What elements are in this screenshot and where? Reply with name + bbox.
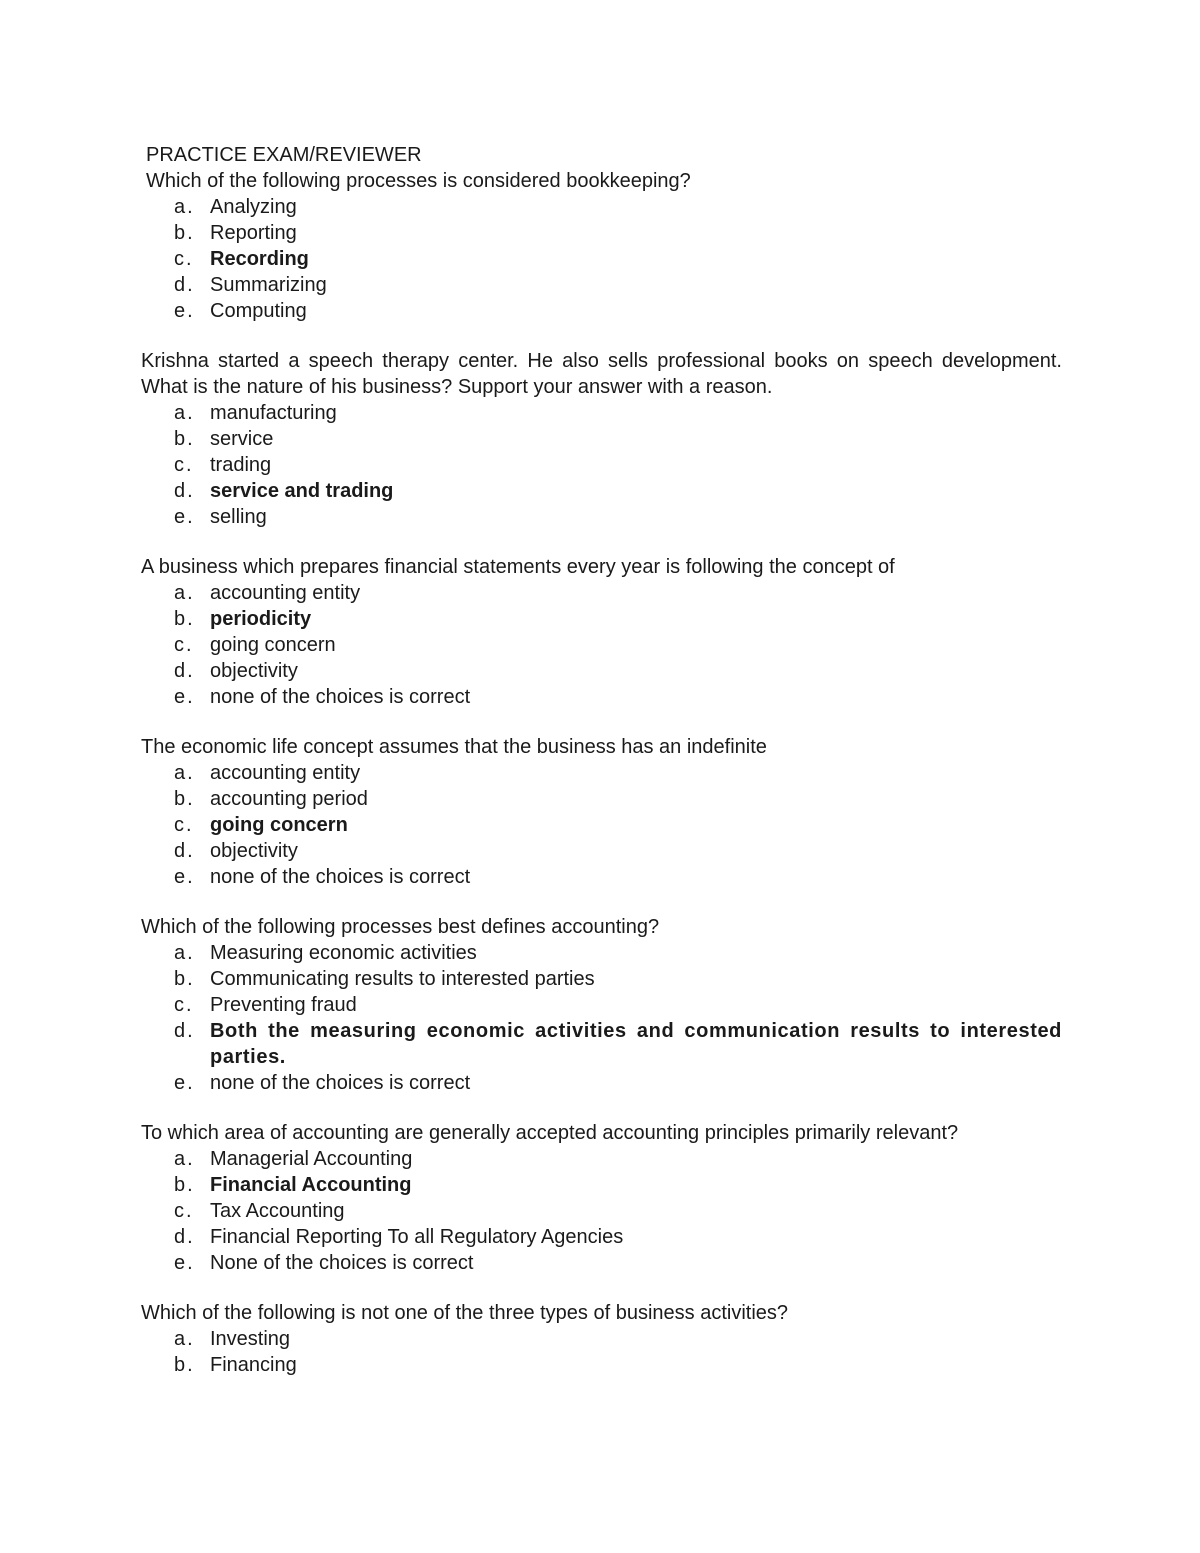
question <box>141 734 1062 890</box>
option-list <box>141 194 1062 324</box>
question-spacer <box>141 324 1062 348</box>
answer-option-correct <box>141 246 1062 272</box>
option-text: selling <box>210 506 267 528</box>
answer-option <box>141 580 1062 606</box>
option-letter: c. <box>174 814 194 836</box>
option-list <box>141 580 1062 710</box>
option-letter: b. <box>174 1354 195 1376</box>
option-text: None of the choices is correct <box>210 1252 474 1274</box>
question-spacer <box>141 890 1062 914</box>
option-list <box>141 400 1062 530</box>
question-stem: Which of the following processes best defines accounting? <box>141 916 660 938</box>
option-letter: c. <box>174 248 194 270</box>
option-text: none of the choices is correct <box>210 866 471 888</box>
option-letter: a. <box>174 762 195 784</box>
answer-option <box>141 1352 1062 1378</box>
option-letter: a. <box>174 942 195 964</box>
option-text: Measuring economic activities <box>210 942 477 964</box>
option-letter: b. <box>174 1174 195 1196</box>
option-text: Financial Reporting To all Regulatory Agencies <box>210 1226 624 1248</box>
answer-option <box>141 684 1062 710</box>
question-stem: To which area of accounting are generally accepted accounting principles primarily relevant? <box>141 1122 959 1144</box>
question <box>141 1300 1062 1378</box>
answer-option-correct <box>141 812 1062 838</box>
question <box>141 914 1062 1096</box>
option-letter: d. <box>174 1020 195 1042</box>
answer-option <box>141 992 1062 1018</box>
option-letter: e. <box>174 1252 195 1274</box>
answer-option <box>141 504 1062 530</box>
answer-option <box>141 272 1062 298</box>
option-text: none of the choices is correct <box>210 1072 471 1094</box>
question-stem: Krishna started a speech therapy center. He also sells professional books on speech development. What is the nature of his business? Support your answer with a reason. <box>141 350 1062 398</box>
option-text: service and trading <box>210 480 394 502</box>
option-text: accounting entity <box>210 582 361 604</box>
answer-option <box>141 632 1062 658</box>
option-letter: c. <box>174 634 194 656</box>
option-letter: b. <box>174 968 195 990</box>
option-text: objectivity <box>210 840 298 862</box>
option-text: Managerial Accounting <box>210 1148 413 1170</box>
option-letter: e. <box>174 866 195 888</box>
question <box>141 348 1062 530</box>
answer-option <box>141 426 1062 452</box>
option-letter: d. <box>174 1226 195 1248</box>
option-list <box>141 1146 1062 1276</box>
option-letter: d. <box>174 660 195 682</box>
answer-option <box>141 452 1062 478</box>
answer-option-correct <box>141 1018 1062 1070</box>
option-text: Investing <box>210 1328 291 1350</box>
option-text: Recording <box>210 248 309 270</box>
answer-option <box>141 1146 1062 1172</box>
option-letter: e. <box>174 686 195 708</box>
option-text: Financial Accounting <box>210 1174 412 1196</box>
document-title: PRACTICE EXAM/REVIEWER <box>146 144 422 166</box>
option-list <box>141 760 1062 890</box>
question-stem: The economic life concept assumes that the business has an indefinite <box>141 736 767 758</box>
option-text: going concern <box>210 634 336 656</box>
option-letter: b. <box>174 608 195 630</box>
question-spacer <box>141 1096 1062 1120</box>
option-text: Communicating results to interested parties <box>210 968 595 990</box>
option-text: trading <box>210 454 272 476</box>
option-text: Tax Accounting <box>210 1200 345 1222</box>
option-letter: a. <box>174 402 195 424</box>
option-letter: c. <box>174 994 194 1016</box>
option-text: accounting period <box>210 788 368 810</box>
document-content <box>141 142 1062 1378</box>
option-letter: c. <box>174 454 194 476</box>
option-letter: a. <box>174 582 195 604</box>
option-letter: b. <box>174 222 195 244</box>
answer-option <box>141 786 1062 812</box>
option-letter: e. <box>174 506 195 528</box>
option-text: accounting entity <box>210 762 361 784</box>
answer-option <box>141 1326 1062 1352</box>
answer-option <box>141 838 1062 864</box>
answer-option <box>141 1198 1062 1224</box>
option-text: periodicity <box>210 608 312 630</box>
option-text: manufacturing <box>210 402 337 424</box>
option-letter: a. <box>174 1148 195 1170</box>
question-stem: Which of the following is not one of the three types of business activities? <box>141 1302 789 1324</box>
question <box>141 554 1062 710</box>
answer-option <box>141 400 1062 426</box>
option-text: Reporting <box>210 222 297 244</box>
answer-option <box>141 966 1062 992</box>
question <box>141 1120 1062 1276</box>
option-text: Analyzing <box>210 196 297 218</box>
option-letter: b. <box>174 428 195 450</box>
option-letter: e. <box>174 300 195 322</box>
question <box>141 168 1062 324</box>
option-letter: d. <box>174 274 195 296</box>
option-letter: d. <box>174 840 195 862</box>
option-letter: e. <box>174 1072 195 1094</box>
answer-option-correct <box>141 478 1062 504</box>
answer-option-correct <box>141 1172 1062 1198</box>
option-text: objectivity <box>210 660 298 682</box>
option-list <box>141 940 1062 1096</box>
answer-option <box>141 1070 1062 1096</box>
option-text: service <box>210 428 274 450</box>
option-text: Computing <box>210 300 307 322</box>
answer-option <box>141 1224 1062 1250</box>
option-text: Both the measuring economic activities and communication results to interested parties. <box>210 1020 1062 1068</box>
question-stem: A business which prepares financial statements every year is following the concept of <box>141 556 895 578</box>
option-text: Preventing fraud <box>210 994 357 1016</box>
question-spacer <box>141 530 1062 554</box>
option-text: Financing <box>210 1354 297 1376</box>
question-stem: Which of the following processes is considered bookkeeping? <box>146 170 691 192</box>
answer-option <box>141 658 1062 684</box>
option-letter: a. <box>174 196 195 218</box>
question-spacer <box>141 710 1062 734</box>
option-list <box>141 1326 1062 1378</box>
answer-option <box>141 194 1062 220</box>
answer-option <box>141 940 1062 966</box>
option-letter: b. <box>174 788 195 810</box>
answer-option <box>141 760 1062 786</box>
option-text: none of the choices is correct <box>210 686 471 708</box>
question-list <box>141 168 1062 1378</box>
answer-option <box>141 1250 1062 1276</box>
answer-option <box>141 864 1062 890</box>
option-letter: c. <box>174 1200 194 1222</box>
option-letter: d. <box>174 480 195 502</box>
option-letter: a. <box>174 1328 195 1350</box>
answer-option <box>141 298 1062 324</box>
question-spacer <box>141 1276 1062 1300</box>
answer-option-correct <box>141 606 1062 632</box>
answer-option <box>141 220 1062 246</box>
option-text: going concern <box>210 814 348 836</box>
option-text: Summarizing <box>210 274 327 296</box>
